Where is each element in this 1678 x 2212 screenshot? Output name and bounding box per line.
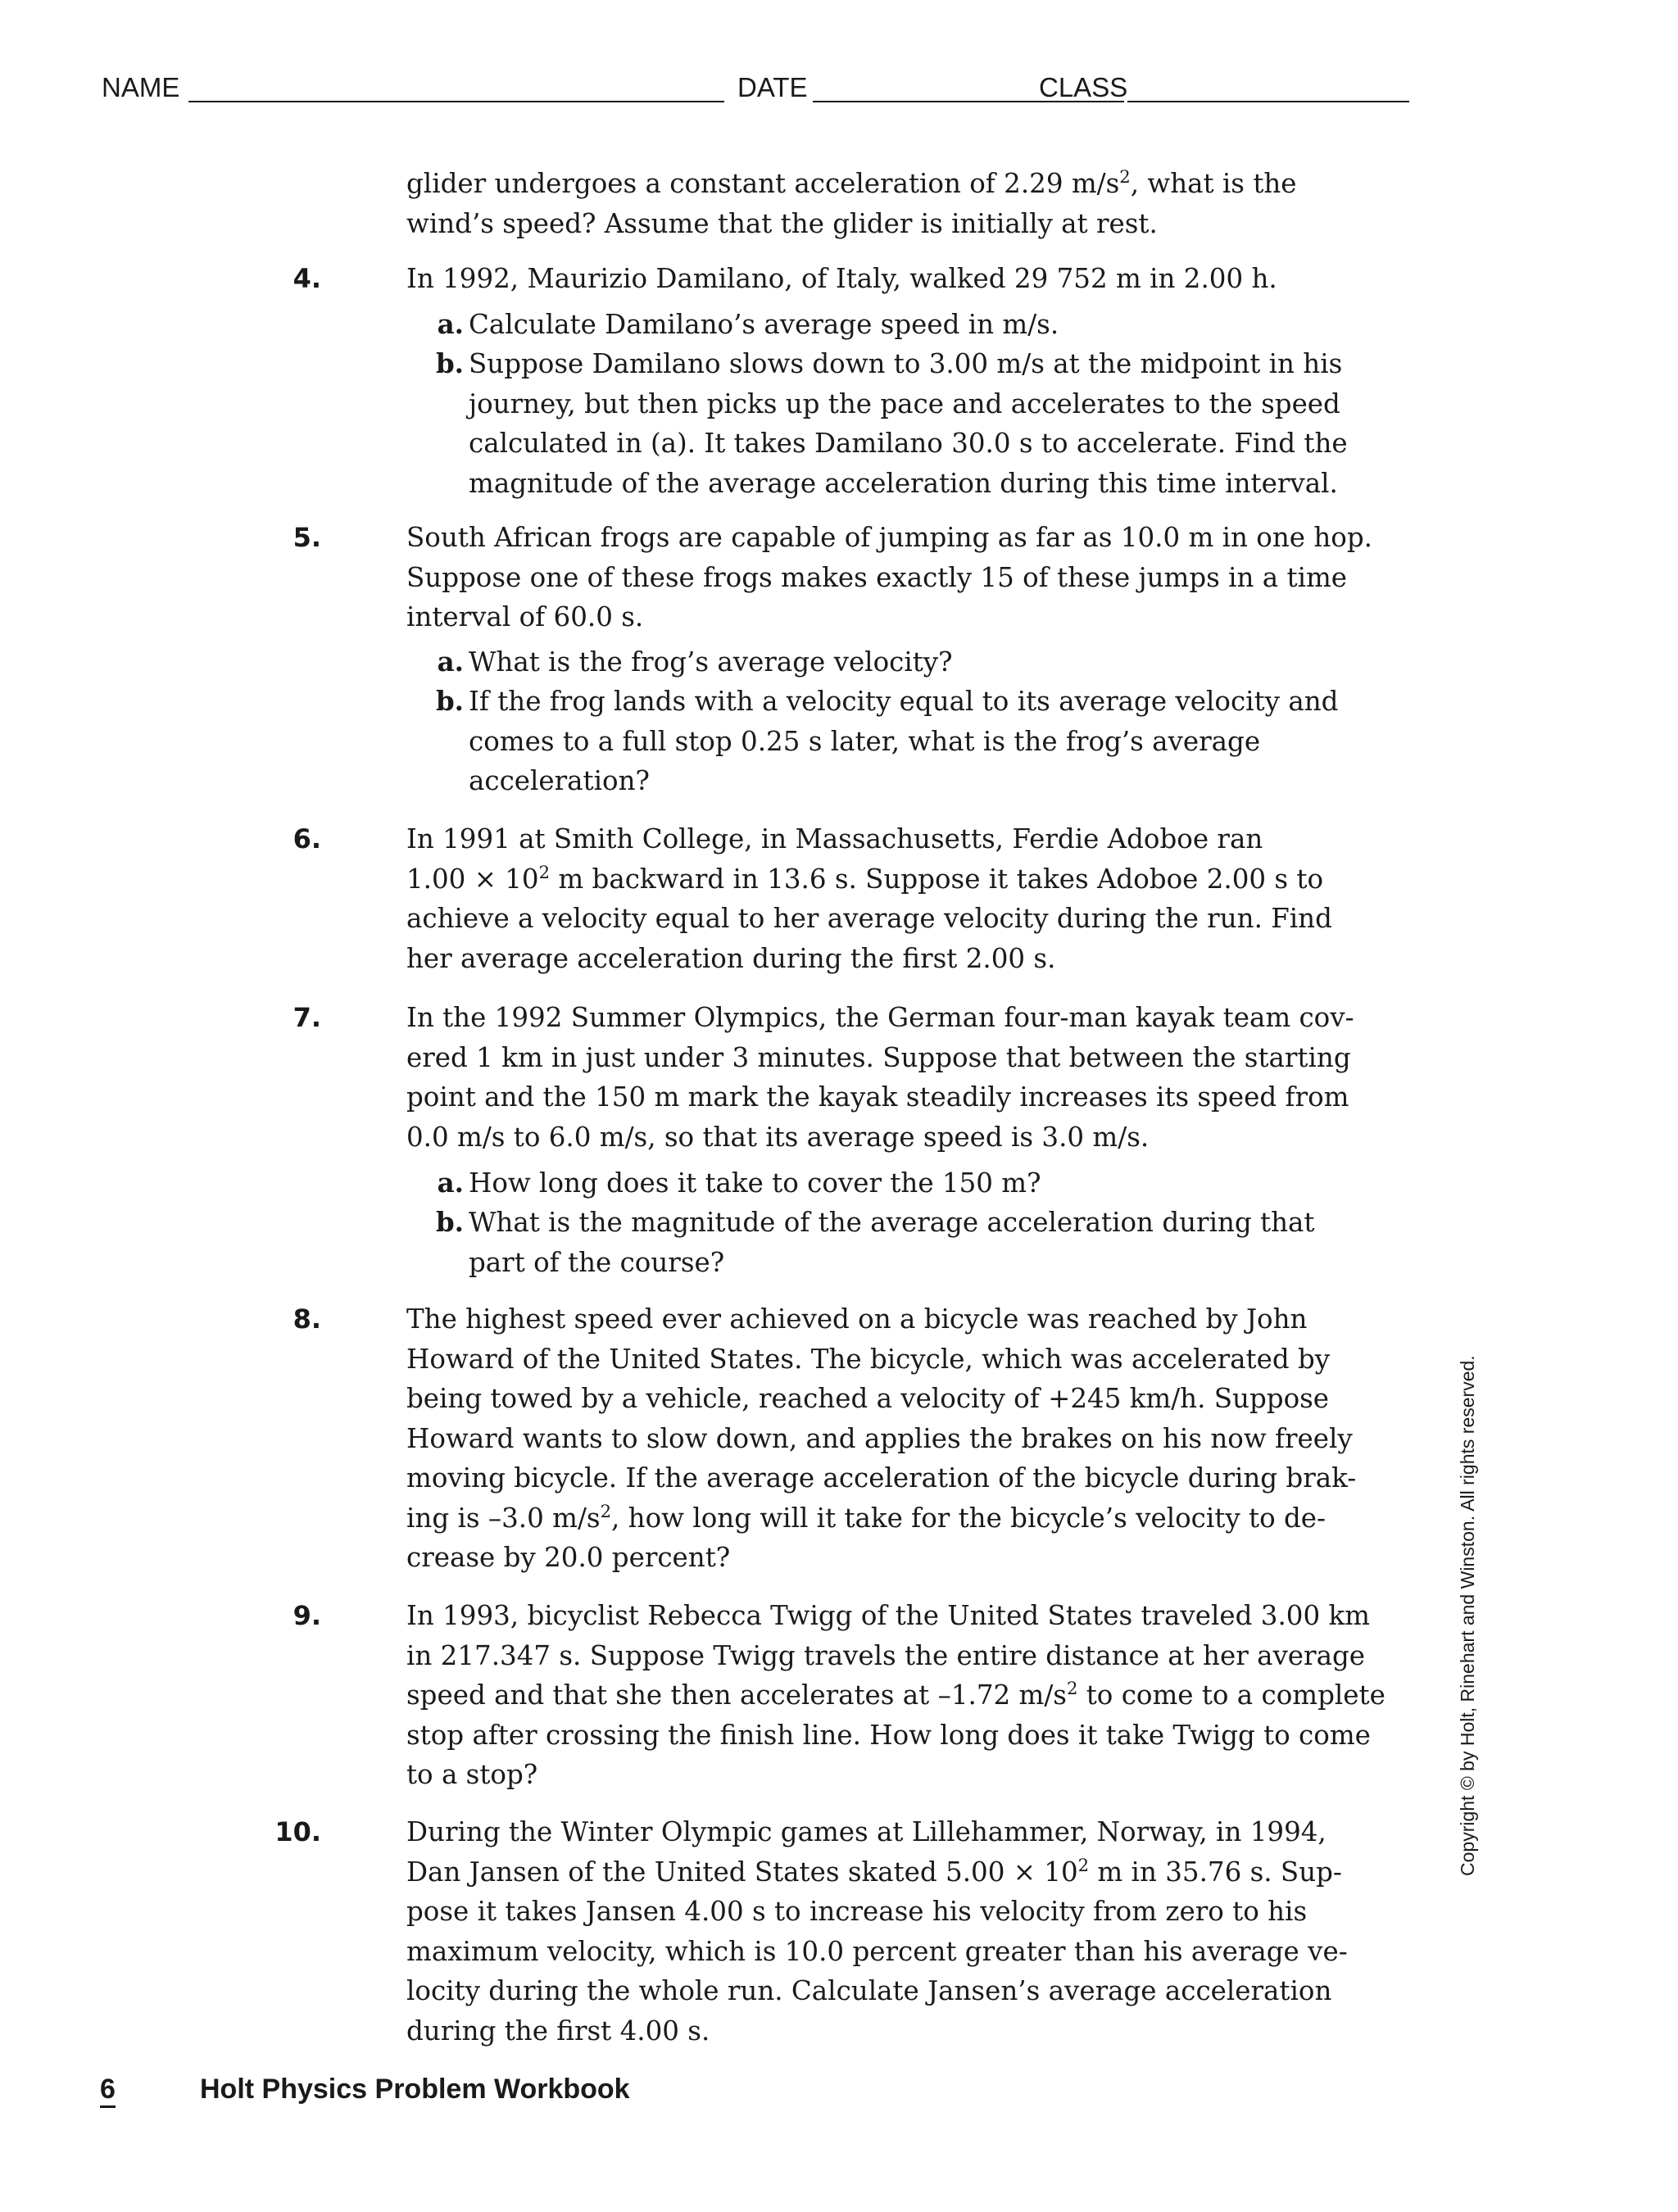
part-label: b. [435,685,464,717]
text-line: Howard wants to slow down, and applies the brakes on his now freely [406,1422,1353,1454]
part-label: a. [437,308,464,340]
part-label: a. [437,646,464,678]
text-line: wind’s speed? Assume that the glider is initially at rest. [406,207,1158,239]
text-line: In 1991 at Smith College, in Massachusetts, Ferdie Adoboe ran [406,823,1263,854]
problem-7-part-a [437,1163,1250,1203]
name-field-line[interactable] [188,101,724,102]
text-line: South African frogs are capable of jumping as far as 10.0 m in one hop. [406,522,1372,553]
text-line: comes to a full stop 0.25 s later, what is the frog’s average [469,725,1261,757]
text-line: achieve a velocity equal to her average velocity during the run. Find [406,903,1332,934]
text-line: Howard of the United States. The bicycle, which was accelerated by [406,1343,1331,1375]
problem-number: 7. [293,1002,321,1033]
class-label: CLASS [1039,72,1128,102]
text-line: acceleration? [469,765,650,796]
text-line: magnitude of the average acceleration during this time interval. [469,467,1338,499]
text-line: In the 1992 Summer Olympics, the German four-man kayak team cov- [406,1002,1354,1033]
name-label: NAME [102,72,180,102]
problem-number: 4. [293,263,321,294]
text-line: point and the 150 m mark the kayak steadily increases its speed from [406,1081,1349,1113]
text-line: locity during the whole run. Calculate Jansen’s average acceleration [406,1975,1332,2006]
text-line: glider undergoes a constant acceleration of 2.29 $m/s^2$, what is the [406,166,1297,199]
text-line: ered 1 km in just under 3 minutes. Suppose that between the starting [406,1041,1351,1073]
text-line: Suppose one of these frogs makes exactly 15 of these jumps in a time [406,561,1348,593]
date-label: DATE [737,72,808,102]
copyright-notice: Copyright © by Holt, Rinehart and Winston. All rights reserved. [1457,1355,1478,1876]
problem-number: 8. [293,1303,321,1335]
text-line: her average acceleration during the first 2.00 s. [406,942,1056,974]
part-label: a. [437,1167,464,1199]
text-line: In 1993, bicyclist Rebecca Twigg of the United States traveled 3.00 km [406,1600,1370,1631]
text-line: during the first 4.00 s. [406,2015,710,2047]
problem-number: 6. [293,823,321,854]
text-line: pose it takes Jansen 4.00 s to increase his velocity from zero to his [406,1896,1308,1927]
problem-text: In 1992, Maurizio Damilano, of Italy, walked 29 752 m in 2.00 h. [406,263,1277,294]
problem-number: 9. [293,1600,321,1631]
text-line: to a stop? [406,1759,538,1790]
text-line: speed and that she then accelerates at –1.72 $m/s^2$ to come to a complete [406,1678,1385,1711]
text-line: What is the magnitude of the average acceleration during that [469,1207,1315,1238]
text-line: ing is –3.0 $m/s^2$, how long will it take for the bicycle’s velocity to de- [406,1500,1326,1534]
text-line: Dan Jansen of the United States skated $5.00 \times 10^2$ m in 35.76 s. Sup- [406,1854,1342,1888]
part-label: b. [435,1206,464,1238]
book-title: Holt Physics Problem Workbook [200,2074,630,2105]
problem-4-part-a [437,305,1250,345]
text-line: crease by 20.0 percent? [406,1542,731,1573]
problem-number: 5. [293,522,321,553]
text-line: $1.00 \times 10^2$ m backward in 13.6 s. Suppose it takes Adoboe 2.00 s to [406,861,1324,895]
text-line: How long does it take to cover the 150 m? [469,1167,1041,1199]
worksheet-header [102,70,1413,105]
text-line: being towed by a vehicle, reached a velocity of +245 km/h. Suppose [406,1383,1330,1414]
text-line: If the frog lands with a velocity equal to its average velocity and [469,686,1339,717]
text-line: part of the course? [469,1246,725,1278]
text-line: During the Winter Olympic games at Lillehammer, Norway, in 1994, [406,1816,1327,1847]
text-line: What is the frog’s average velocity? [469,646,953,678]
text-line: 0.0 m/s to 6.0 m/s, so that its average speed is 3.0 m/s. [406,1121,1150,1153]
problem-5-part-a [437,642,1250,682]
text-line: calculated in (a). It takes Damilano 30.0 s to accelerate. Find the [469,428,1348,459]
text-line: The highest speed ever achieved on a bicycle was reached by John [406,1303,1308,1335]
problem-number: 10. [274,1816,321,1847]
problem-5-part-b [435,682,1339,801]
text-line: stop after crossing the finish line. How long does it take Twigg to come [406,1719,1371,1751]
text-line: moving bicycle. If the average acceleration of the bicycle during brak- [406,1462,1357,1494]
text-line: maximum velocity, which is 10.0 percent greater than his average ve- [406,1935,1348,1967]
class-field-line[interactable] [1127,101,1409,102]
page-number: 6 [100,2073,116,2108]
text-line: interval of 60.0 s. [406,601,644,632]
text-line: in 217.347 s. Suppose Twigg travels the entire distance at her average [406,1639,1365,1671]
text-line: Suppose Damilano slows down to 3.00 m/s at the midpoint in his [469,348,1343,379]
part-label: b. [435,347,464,379]
problem-4-part-b [435,344,1348,503]
problem-7-part-b [435,1203,1315,1282]
text-line: Calculate Damilano’s average speed in m/s. [469,309,1059,340]
text-line: journey, but then picks up the pace and accelerates to the speed [469,388,1340,419]
